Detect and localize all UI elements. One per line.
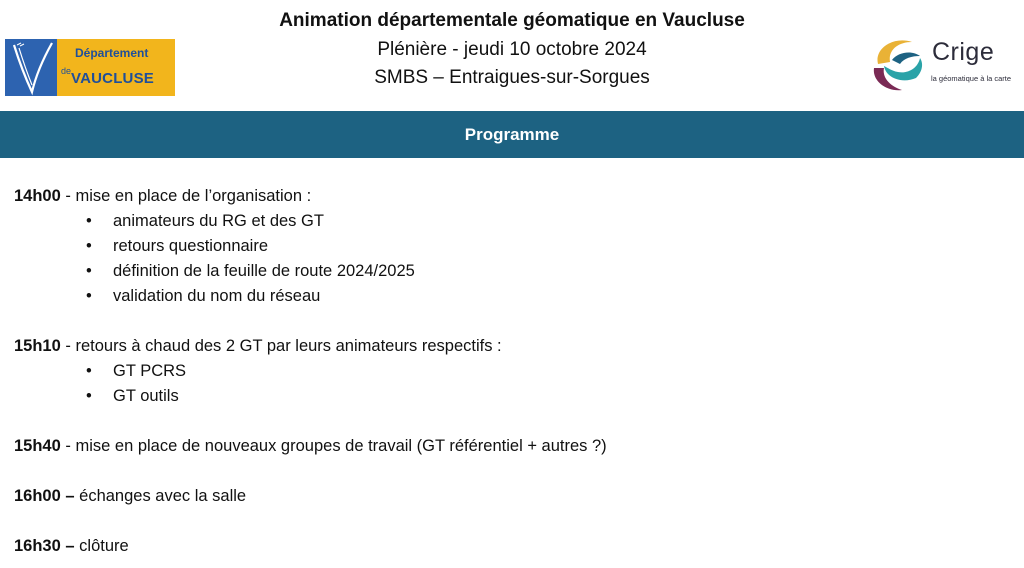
list-item — [14, 284, 1014, 309]
agenda-time: 15h10 — [14, 337, 61, 355]
programme-banner: Programme — [0, 111, 1024, 158]
list-item — [14, 209, 1014, 234]
list-item-text: GT PCRS — [113, 362, 187, 380]
event-date: Plénière - jeudi 10 octobre 2024 — [377, 39, 647, 60]
list-item — [14, 234, 1014, 259]
crige-name: Crige — [932, 38, 995, 66]
crige-swirl-icon — [868, 34, 930, 94]
agenda-item — [14, 334, 1014, 359]
agenda-separator: - — [60, 437, 76, 455]
page-title: Animation départementale géomatique en Vaucluse — [279, 10, 745, 31]
bullet-icon: • — [86, 262, 92, 280]
event-location: SMBS – Entraigues-sur-Sorgues — [374, 67, 650, 88]
bullet-icon: • — [86, 362, 92, 380]
bullet-icon: • — [86, 287, 92, 305]
agenda-item — [14, 534, 1014, 559]
bullet-icon: • — [86, 387, 92, 405]
list-item — [14, 384, 1014, 409]
bullet-icon: • — [86, 237, 92, 255]
agenda-bullet-list — [14, 209, 1014, 309]
agenda-text: mise en place de l’organisation : — [75, 187, 312, 205]
agenda-text: mise en place de nouveaux groupes de travail (GT référentiel + autres ?) — [75, 437, 607, 455]
list-item-text: GT outils — [113, 387, 179, 405]
agenda-separator: - — [60, 337, 76, 355]
vaucluse-v-mark-icon — [5, 39, 57, 96]
agenda-time: 16h30 — [14, 537, 61, 555]
vaucluse-de-label: de — [61, 66, 72, 76]
agenda-item — [14, 184, 1014, 209]
vaucluse-logo — [5, 39, 175, 96]
list-item-text: animateurs du RG et des GT — [113, 212, 324, 230]
list-item-text: retours questionnaire — [113, 237, 269, 255]
agenda-item — [14, 484, 1014, 509]
agenda-item — [14, 434, 1014, 459]
agenda-text: échanges avec la salle — [79, 487, 247, 505]
list-item — [14, 359, 1014, 384]
agenda-time: 15h40 — [14, 437, 61, 455]
agenda-separator: - — [60, 187, 76, 205]
agenda — [14, 184, 1014, 559]
agenda-separator: – — [60, 537, 80, 555]
agenda-text: retours à chaud des 2 GT par leurs animateurs respectifs : — [75, 337, 502, 355]
agenda-separator: – — [60, 487, 80, 505]
vaucluse-department-label: Département — [75, 46, 149, 60]
bullet-icon: • — [86, 212, 92, 230]
agenda-text: clôture — [79, 537, 129, 555]
agenda-time: 16h00 — [14, 487, 61, 505]
list-item — [14, 259, 1014, 284]
list-item-text: validation du nom du réseau — [113, 287, 321, 305]
crige-logo — [868, 34, 1018, 94]
crige-tagline: la géomatique à la carte — [931, 74, 1012, 83]
agenda-bullet-list — [14, 359, 1014, 409]
vaucluse-name: VAUCLUSE — [71, 70, 154, 87]
agenda-time: 14h00 — [14, 187, 61, 205]
list-item-text: définition de la feuille de route 2024/2025 — [113, 262, 415, 280]
